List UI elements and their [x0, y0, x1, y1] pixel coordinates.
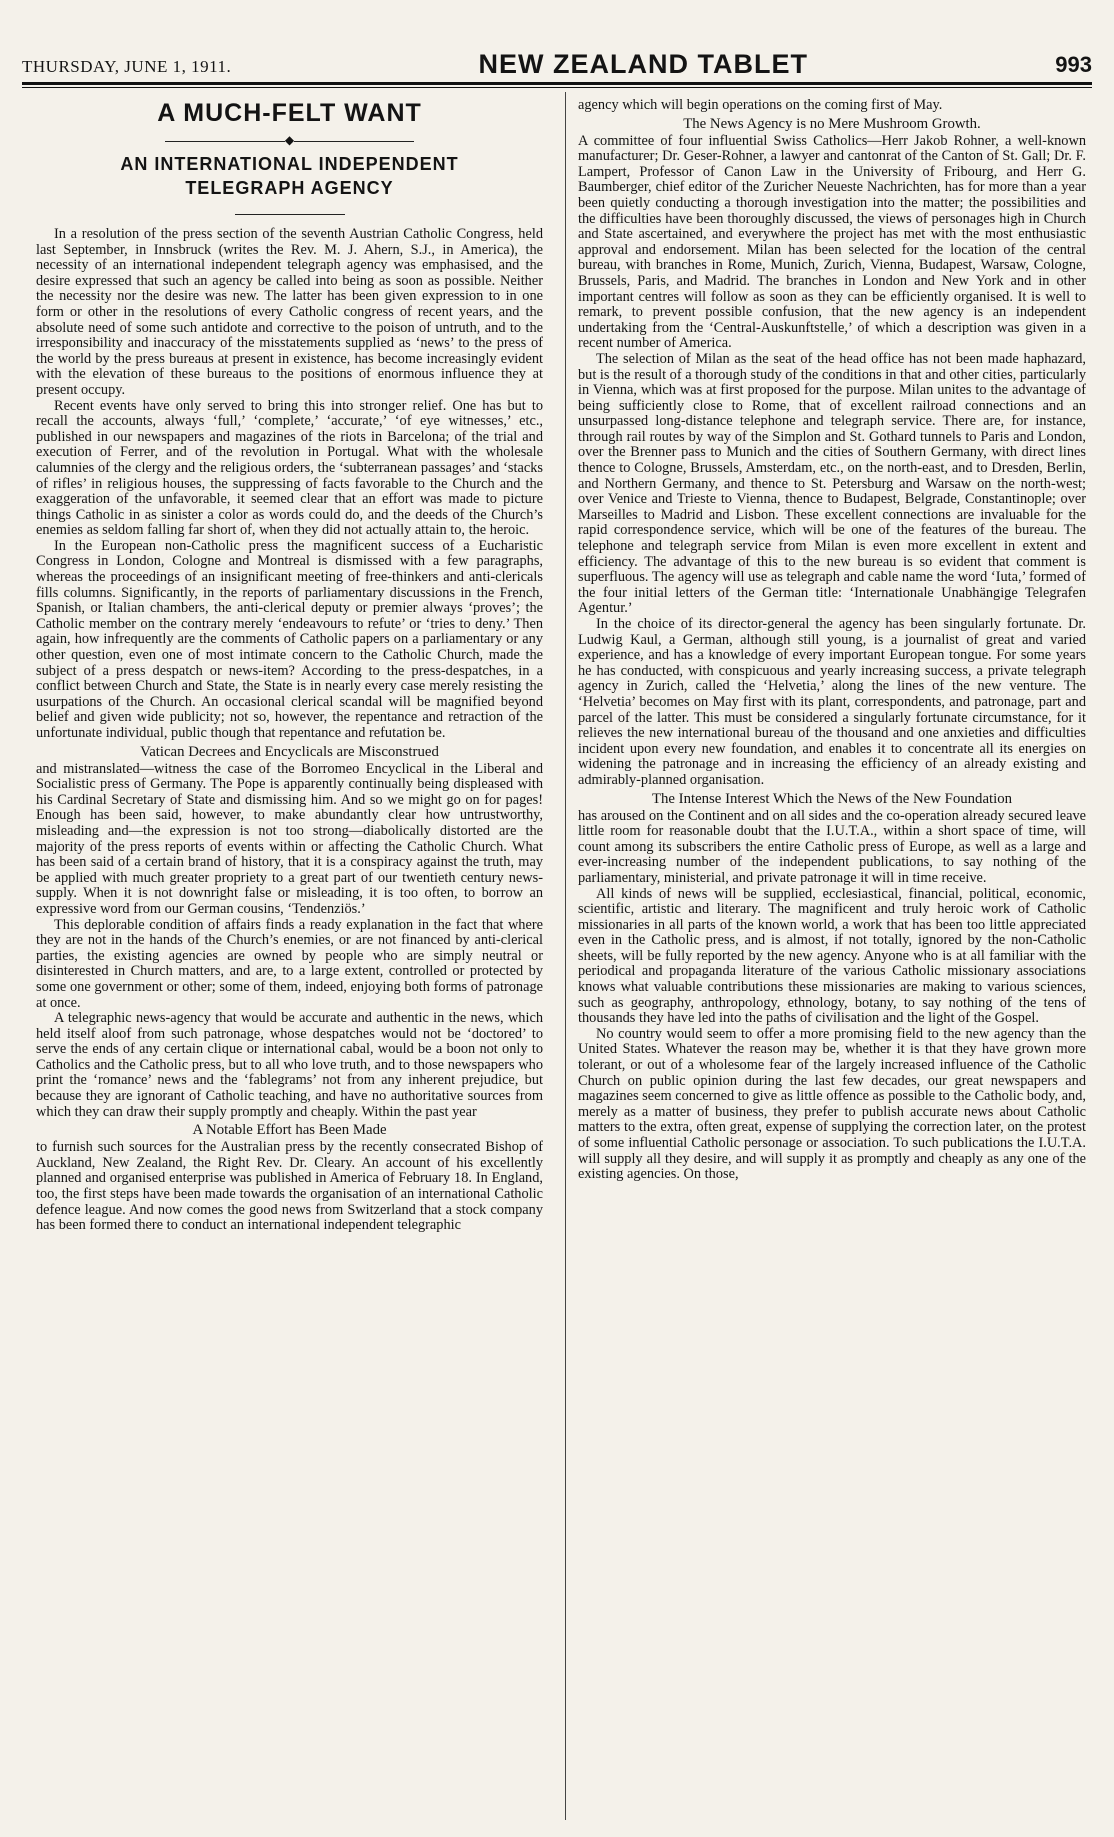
ornament-rule-right: [294, 141, 414, 142]
paragraph: In the European non-Catholic press the magnificent success of a Eucharistic Congress in London, Cologne and Montreal is dismissed with a few paragraphs, whereas the proceedings of an insignificant meeting of free-thinkers and anti-clericals fills columns. Significantly, in the reports of parliamentary discussions in the French, Spanish, or Italian chambers, the anti-clerical deputy or premier always ‘proves’; the Catholic member on the contrary merely ‘endeavours to refute’ or ‘tries to deny.’ Then again, how infrequently are the comments of Catholic papers on a parliamentary or any other question, even one of most intimate concern to the Catholic Church, made the subject of a press despatch or news-item? According to the press-despatches, in a conflict between Church and State, the State is in nearly every case merely resisting the usurpations of the Church. An occasional clerical scandal will be magnified beyond belief and given wide publicity; not so, however, the repentance and retraction of the unfortunate individual, public though that repentance and refutation be.: [36, 537, 543, 741]
ornament-diamond-icon: ◆: [284, 133, 295, 147]
subheadline-line-1: AN INTERNATIONAL INDEPENDENT: [120, 154, 459, 174]
paragraph: In a resolution of the press section of the seventh Austrian Catholic Congress, held last September, in Innsbruck (writes the Rev. M. J. Ahern, S.J., in America), the necessity of an international independent telegraph agency was emphasised, and the desire expressed that such an agency be called into being as soon as possible. Neither the necessity nor the desire was new. The latter has been given expression to in one form or other in the resolutions of every Catholic congress of recent years, and the absolute need of some such antidote and corrective to the poison of untruth, and to the irresponsibility and inaccuracy of the misstatements supplied as ‘news’ to the press of the world by the press bureaus at present in existence, has become increasingly evident with the elevation of these bureaus to the positions of enormous influence they at present occupy.: [36, 226, 543, 398]
newspaper-title: NEW ZEALAND TABLET: [478, 49, 808, 79]
section-subheading: The Intense Interest Which the News of the New Foundation: [651, 790, 1013, 807]
right-column-body: [578, 98, 1086, 1183]
masthead: [22, 44, 1092, 80]
masthead-rule-thin: [22, 87, 1092, 88]
paragraph: No country would seem to offer a more promising field to the new agency than the United States. Whatever the reason may be, whether it is that they have grown more tolerant, or out of a wholesome fear of the largely increased influence of the Catholic Church on public opinion during the last few decades, our great newspapers and magazines seem concerned to give as little offence as possible to the Catholic body, and, merely as a matter of business, they prefer to publish accurate news about Catholic matters to the extra, often great, expense of supplying the correction later, on the protest of some influential Catholic personage or association. To such publications the I.U.T.A. will supply all they desire, and will supply it as promptly and cheaply as any one of the existing agencies. On those,: [578, 1025, 1086, 1183]
article-subheadline: [36, 152, 543, 200]
paragraph: agency which will begin operations on the coming first of May.: [578, 98, 943, 113]
right-column: [578, 98, 1086, 1820]
issue-date: THURSDAY, JUNE 1, 1911.: [22, 57, 232, 76]
section-rule: [235, 214, 345, 215]
left-column-body: [36, 227, 543, 1234]
section-subheading: Vatican Decrees and Encyclicals are Misconstrued: [140, 743, 439, 760]
paragraph: Recent events have only served to bring this into stronger relief. One has but to recall the accounts, always ‘full,’ ‘complete,’ ‘accurate,’ ‘of eye witnesses,’ etc., published in our newspapers and magazines of the riots in Barcelona; of the trial and execution of Ferrer, and of the revolution in Portugal. What with the wholesale calumnies of the clergy and the religious orders, the ‘subterranean passages’ and ‘stacks of rifles’ in religious houses, the suppressing of facts favorable to the Church and the exaggeration of the unfavorable, it seemed clear that an effort was made to picture things Catholic in as sinister a color as words could do, and the deeds of the Church’s enemies as seldom falling far short of, when they did not actually attain to, the heroic.: [36, 397, 543, 539]
section-subheading: The News Agency is no Mere Mushroom Growth.: [683, 115, 981, 132]
paragraph: All kinds of news will be supplied, ecclesiastical, financial, political, economic, scientific, artistic and literary. The magnificent and truly heroic work of Catholic missionaries in all parts of the known world, a work that has been too little appreciated even in the Catholic press, and is almost, if not totally, ignored by the non-Catholic sheets, will be fully reported by the new agency. Anyone who is at all familiar with the periodical and propaganda literature of the various Catholic missionary associations knows what valuable contributions these missionaries are making to various sciences, such as geography, anthropology, ethnology, botany, to say nothing of the tens of thousands they have led into the paths of civilisation and the light of the Gospel.: [578, 885, 1086, 1027]
article-headline: A MUCH-FELT WANT: [157, 99, 422, 127]
headline-ornament: [36, 134, 543, 146]
paragraph: In the choice of its director-general the agency has been singularly fortunate. Dr. Ludwig Kaul, a German, although still young, is a journalist of great and varied experience, and has a knowledge of every important European tongue. For some years he has conducted, with conspicuous and yearly increasing success, a private telegraph agency in Zurich, called the ‘Helvetia,’ along the lines of the new venture. The ‘Helvetia’ becomes on May first with its plant, correspondents, and patronage, part and parcel of the latter. This must be considered a singularly fortunate circumstance, for it relieves the new international bureau of the thousand and one anxieties and difficulties incident upon every new foundation, and enables it to concentrate all its energies on widening the patronage and in increasing the efficiency of an already existing and admirably-planned organisation.: [578, 616, 1086, 788]
paragraph: A committee of four influential Swiss Catholics—Herr Jakob Rohner, a well-known manufacturer; Dr. Geser-Rohner, a lawyer and cantonrat of the Canton of St. Gall; Dr. F. Lampert, Professor of Canon Law in the University of Fribourg, and Herr G. Baumberger, chief editor of the Zuricher Neueste Nachrichten, has for more than a year been quietly conducting a thorough investigation into the matter; the possibilities and the difficulties have been thoroughly discussed, the views of personages high in Church and State ascertained, and everywhere the project has met with the most enthusiastic approval and endorsement. Milan has been selected for the location of the central bureau, with branches in Rome, Munich, Zurich, Vienna, Budapest, Warsaw, Cologne, Brussels, Paris, and Madrid. The branches in London and New York and in other important centres will follow as soon as they can be efficiently organised. It is well to remark, to prevent possible confusion, that the new agency is an independent undertaking from the ‘Central-Auskunftstelle,’ of which a description was given in a recent number of America.: [578, 132, 1086, 352]
masthead-rule: [22, 82, 1092, 85]
section-subheading: A Notable Effort has Been Made: [192, 1122, 387, 1139]
left-column: [36, 98, 543, 1820]
subheadline-line-2: TELEGRAPH AGENCY: [185, 178, 394, 198]
page-number: 993: [1055, 52, 1092, 77]
ornament-rule-left: [165, 141, 285, 142]
paragraph: The selection of Milan as the seat of the head office has not been made haphazard, but is the result of a thorough study of the conditions in that and other cities, particularly in Vienna, which was at first proposed for the purpose. Milan unites to the advantage of being sufficiently close to Rome, that of excellent railroad connections and an unsurpassed long-distance telephone and telegraph service. There are, for instance, through rail routes by way of the Simplon and St. Gothard tunnels to Paris and London, over the Brenner pass to Munich and the cities of Southern Germany, with direct lines thence to Cologne, Brussels, Amsterdam, etc., on the north-east, and to Dresden, Berlin, and Northern Germany, and thence to St. Petersburg and Warsaw on the north-west; over Venice and Trieste to Vienna, thence to Budapest, Belgrade, Constantinople; over Marseilles to Madrid and Lisbon. These excellent connections are invaluable for the rapid correspondence service, which will be one of the features of the bureau. The telephone and telegraph service from Milan is even more excellent in extent and efficiency. The advantage of this to the new bureau is so evident that comment is superfluous. The agency will use as telegraph and cable name the word ‘Iuta,’ formed of the four initial letters of the German title: ‘Internationale Unabhängige Telegrafen Agentur.’: [578, 350, 1086, 617]
column-divider: [565, 92, 566, 1820]
paragraph: to furnish such sources for the Australian press by the recently consecrated Bishop of Auckland, New Zealand, the Right Rev. Dr. Cleary. An account of his excellently planned and organised enterprise was published in America of February 18. In England, too, the first steps have been made towards the organisation of an international Catholic defence league. And now comes the good news from Switzerland that a stock company has been formed there to conduct an international independent telegraphic: [36, 1139, 543, 1234]
paragraph: This deplorable condition of affairs finds a ready explanation in the fact that where they are not in the hands of the Church’s enemies, or are not financed by anti-clerical parties, the existing agencies are owned by people who are simply neutral or disinterested in Church matters, and are, to a large extent, controlled or protected by some one government or other; some of them, indeed, enjoying both forms of patronage at once.: [36, 916, 543, 1011]
paragraph: has aroused on the Continent and on all sides and the co-operation already secured leave little room for reasonable doubt that the I.U.T.A., within a short space of time, will count among its subscribers the entire Catholic press of Europe, as well as a large and ever-increasing number of the independent publications, to say nothing of the parliamentary, ministerial, and private patronage it will in time receive.: [578, 807, 1086, 886]
paragraph: A telegraphic news-agency that would be accurate and authentic in the news, which held itself aloof from such patronage, whose despatches would not be ‘doctored’ to serve the ends of any certain clique or international cabal, would be a boon not only to Catholics and the Catholic press, but to all who love truth, and to those newspapers who print the ‘romance’ news and the ‘fablegrams’ not from any inherent prejudice, but because they are ignorant of Catholic teaching, and have no authoritative sources from which they can draw their supply promptly and cheaply. Within the past year: [36, 1010, 543, 1120]
paragraph: and mistranslated—witness the case of the Borromeo Encyclical in the Liberal and Socialistic press of Germany. The Pope is apparently continually being displeased with his Cardinal Secretary of State and dismissing him. And so we might go on for pages! Enough has been said, however, to make abundantly clear how untrustworthy, misleading and—the expression is not too strong—diabolically distorted are the majority of the press reports of events within or affecting the Catholic Church. What has been said of a certain brand of history, that it is a conspiracy against the truth, may be applied with much greater propriety to a great part of our twentieth century news-supply. When it is not downright false or misleading, it is too often, to borrow an expressive word from our German cousins, ‘Tendenziös.’: [36, 760, 543, 917]
